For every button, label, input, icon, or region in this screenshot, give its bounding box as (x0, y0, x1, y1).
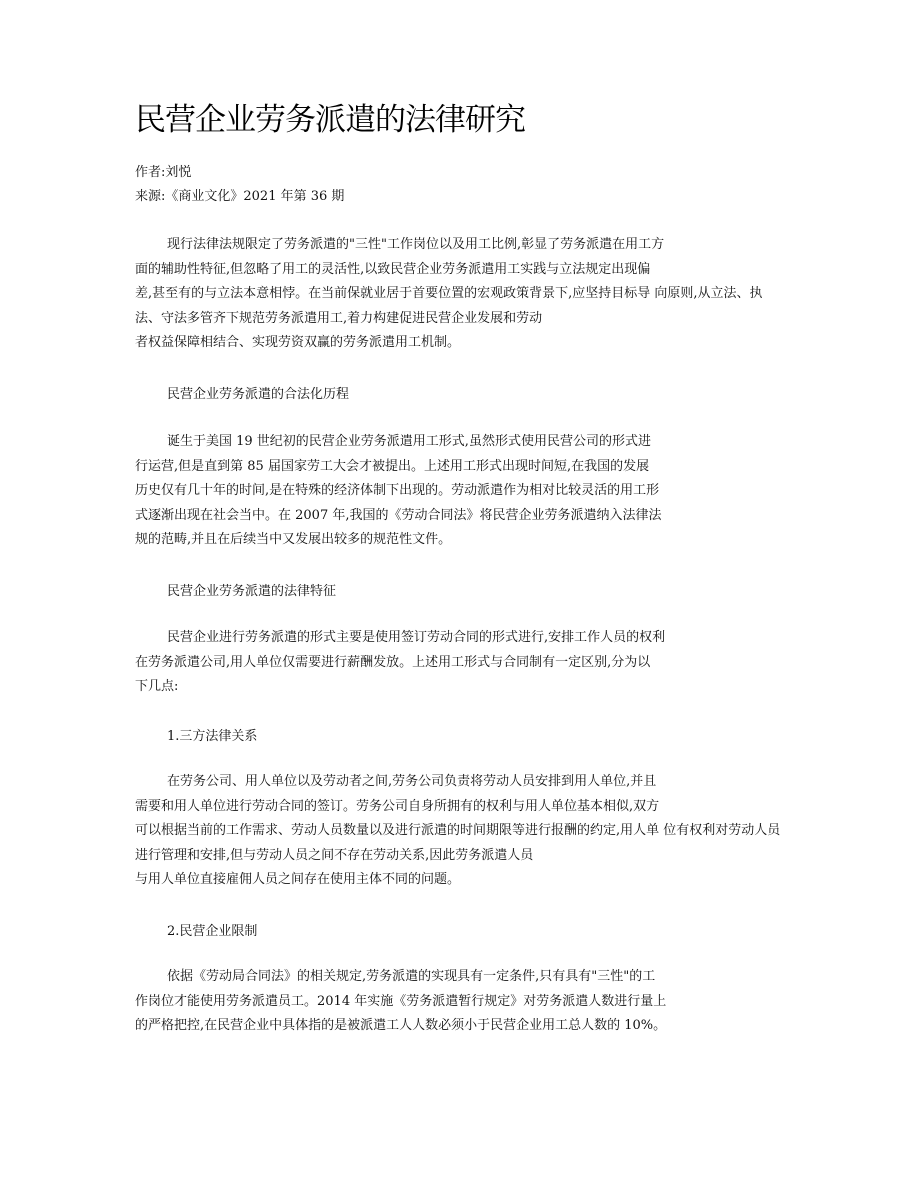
paragraph-intro (135, 233, 795, 356)
paragraph-line: 的严格把控,在民营企业中具体指的是被派遣工人人数必须小于民营企业用工总人数的 10%。 (135, 1018, 667, 1033)
paragraph-line: 法、守法多管齐下规范劳务派遣用工,着力构建促进民营企业发展和劳动 (135, 310, 543, 326)
paragraph-line: 依据《劳动局合同法》的相关规定,劳务派遣的实现具有一定条件,只有具有"三性"的工 (167, 969, 656, 984)
paragraph-line: 面的辅助性特征,但忽略了用工的灵活性,以致民营企业劳务派遣用工实践与立法规定出现偏 (135, 261, 651, 277)
section-heading-legal-features: 民营企业劳务派遣的法律特征 (167, 584, 337, 599)
article-author: 作者:刘悦 (135, 165, 192, 180)
subsection-heading-tripartite: 1.三方法律关系 (167, 729, 258, 744)
paragraph-line: 在劳务派遣公司,用人单位仅需要进行薪酬发放。上述用工形式与合同制有一定区别,分为以 (135, 654, 651, 670)
paragraph-line: 诞生于美国 19 世纪初的民营企业劳务派遣用工形式,虽然形式使用民营公司的形式进 (167, 434, 651, 449)
article-title: 民营企业劳务派遣的法律研究 (135, 102, 525, 138)
paragraph-history (135, 430, 795, 553)
paragraph-line: 可以根据当前的工作需求、劳动人员数量以及进行派遣的时间期限等进行报酬的约定,用人单 位有权利对劳动人员 (135, 823, 781, 838)
paragraph-line: 进行管理和安排,但与劳动人员之间不存在劳动关系,因此劳务派遣人员 (135, 847, 534, 863)
section-heading-legalization: 民营企业劳务派遣的合法化历程 (167, 387, 350, 402)
paragraph-line: 者权益保障相结合、实现劳资双赢的劳务派遣用工机制。 (135, 335, 461, 350)
paragraph-line: 作岗位才能使用劳务派遣员工。2014 年实施《劳务派遣暂行规定》对劳务派遣人数进行量上 (135, 993, 667, 1009)
paragraph-line: 下几点: (135, 679, 179, 694)
paragraph-line: 行运营,但是直到第 85 届国家劳工大会才被提出。上述用工形式出现时间短,在我国的发展 (135, 458, 650, 474)
paragraph-line: 民营企业进行劳务派遣的形式主要是使用签订劳动合同的形式进行,安排工作人员的权利 (167, 630, 666, 645)
paragraph-features (135, 626, 795, 700)
paragraph-line: 在劳务公司、用人单位以及劳动者之间,劳务公司负责将劳动人员安排到用人单位,并且 (167, 774, 657, 789)
article-source: 来源:《商业文化》2021 年第 36 期 (135, 189, 345, 204)
paragraph-line: 式逐渐出现在社会当中。在 2007 年,我国的《劳动合同法》将民营企业劳务派遣纳入法律法 (135, 507, 662, 523)
paragraph-line: 差,甚至有的与立法本意相悖。在当前保就业居于首要位置的宏观政策背景下,应坚持目标导 向原则,从立法、执 (135, 286, 763, 301)
paragraph-line: 规的范畴,并且在后续当中又发展出较多的规范性文件。 (135, 532, 452, 547)
subsection-heading-restrictions: 2.民营企业限制 (167, 924, 258, 939)
paragraph-restrictions (135, 965, 795, 1039)
paragraph-tripartite (135, 770, 795, 893)
paragraph-line: 现行法律法规限定了劳务派遣的"三性"工作岗位以及用工比例,彰显了劳务派遣在用工方 (167, 237, 665, 252)
paragraph-line: 需要和用人单位进行劳动合同的签订。劳务公司自身所拥有的权利与用人单位基本相似,双方 (135, 798, 660, 814)
paragraph-line: 与用人单位直接雇佣人员之间存在使用主体不同的问题。 (135, 872, 461, 887)
paragraph-line: 历史仅有几十年的时间,是在特殊的经济体制下出现的。劳动派遣作为相对比较灵活的用工形 (135, 483, 660, 498)
